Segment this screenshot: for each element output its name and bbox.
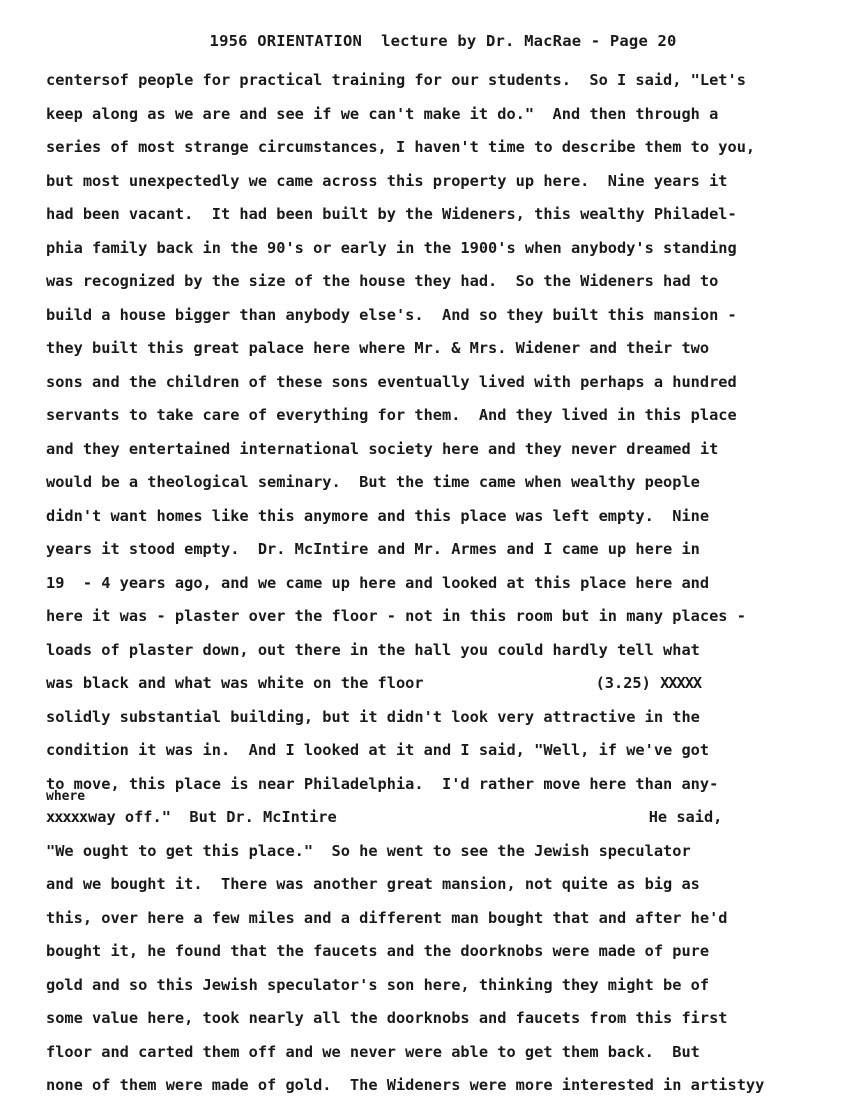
text-line: keep along as we are and see if we can't make it do." And then through a [46,104,719,123]
text-line: none of them were made of gold. The Wideners were more interested in artistyy [46,1076,765,1094]
text-line: had been vacant. It had been built by the Wideners, this wealthy Philadel- [46,205,737,223]
text-line: they built this great palace here where Mr. & Mrs. Widener and their two [46,339,710,357]
text-line: gold and so this Jewish speculator's son here, thinking they might be of [46,975,710,994]
overprint-correction: where [46,789,86,804]
text-line: here it was - plaster over the floor - not in this room but in many places - [46,607,746,625]
text-line: phia family back in the 90's or early in the 1900's when anybody's standing [46,238,737,257]
lecture-transcript [46,64,836,1103]
text-line: series of most strange circumstances, I haven't time to describe them to you, [46,138,756,156]
text-line: solidly substantial building, but it didn't look very attractive in the [46,707,700,726]
text-line: loads of plaster down, out there in the hall you could hardly tell what [46,640,700,659]
struck-out-text: xxxx [46,808,79,826]
timestamp-marker: (3.25) [595,674,651,692]
text-line: didn't want homes like this anymore and this place was left empty. Nine [46,506,710,525]
where-text-b: He said, [648,808,723,826]
text-line: floor and carted them off and we never were able to get them back. But [46,1042,700,1061]
text-line: "We ought to get this place." So he went to see the Jewish speculator [46,841,691,860]
text-line-where [46,789,836,835]
floor-text: was black and what was white on the floor [46,674,424,692]
text-line: build a house bigger than anybody else's. And so they built this mansion - [46,305,737,324]
page-title: 1956 ORIENTATION lecture by Dr. MacRae - Page 20 [209,32,677,50]
text-line: some value here, took nearly all the doorknobs and faucets from this first [46,1009,728,1027]
text-line: sons and the children of these sons eventually lived with perhaps a hundred [46,372,737,391]
text-line: this, over here a few miles and a different man bought that and after he'd [46,908,728,927]
text-line: would be a theological seminary. But the time came when wealthy people [46,473,700,491]
text-line: and we bought it. There was another great mansion, not quite as big as [46,875,700,893]
text-line: servants to take care of everything for them. And they lived in this place [46,406,737,424]
text-line: to move, this place is near Philadelphia. I'd rather move here than any- [46,774,719,793]
text-line: years it stood empty. Dr. McIntire and Mr. Armes and I came up here in [46,540,700,558]
text-line: centersof people for practical training for our students. So I said, "Let's [46,71,746,89]
struck-out-text: XXXXX [660,674,702,692]
text-line: bought it, he found that the faucets and the doorknobs were made of pure [46,942,710,960]
text-line: and they entertained international society here and they never dreamed it [46,439,719,458]
text-line: but most unexpectedly we came across this property up here. Nine years it [46,171,728,190]
text-line: was recognized by the size of the house they had. So the Wideners had to [46,272,719,290]
text-line: condition it was in. And I looked at it and I said, "Well, if we've got [46,741,710,759]
page-header [0,14,848,68]
text-line-floor [46,667,836,701]
text-line: 19 - 4 years ago, and we came up here and looked at this place here and [46,573,710,592]
where-text-a: xway off." But Dr. McIntire [78,808,337,826]
